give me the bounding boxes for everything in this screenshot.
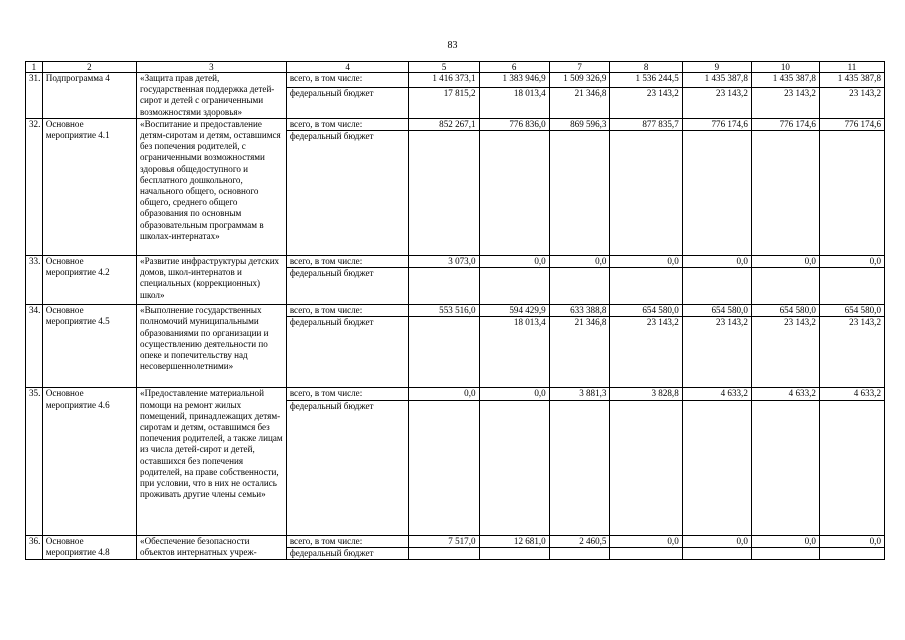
federal-value [819,400,884,535]
column-header: 1 [26,62,43,73]
total-value: 0,0 [682,535,751,547]
column-header: 9 [682,62,751,73]
row-number: 32. [26,118,43,255]
total-value: 7 517,0 [409,535,479,547]
federal-value: 23 143,2 [610,317,682,388]
total-value: 1 416 373,1 [409,73,479,88]
item-description: «Выполнение государственных полномочий муниципальными образованиями по организации и осуществлению деятельности по опеке и попечительству над несовершеннолетними» [137,305,287,388]
item-description: «Обеспечение безопасности объектов интернатных учреж- [137,535,287,559]
federal-label: федеральный бюджет [286,400,409,535]
total-label: всего, в том числе: [286,73,409,88]
total-value: 2 460,5 [549,535,610,547]
item-name: Основное мероприятие 4.8 [42,535,136,559]
page-number: 83 [447,40,458,51]
row-number: 33. [26,256,43,305]
total-value: 12 681,0 [479,535,549,547]
federal-value [682,131,751,256]
total-value: 4 633,2 [682,388,751,400]
total-value: 776 174,6 [751,118,819,130]
federal-value: 23 143,2 [751,317,819,388]
federal-label: федеральный бюджет [286,131,409,256]
total-value: 877 835,7 [610,118,682,130]
item-name: Основное мероприятие 4.1 [42,118,136,255]
column-header: 6 [479,62,549,73]
federal-value: 23 143,2 [751,87,819,118]
federal-value [549,400,610,535]
total-value: 633 388,8 [549,305,610,317]
item-description: «Воспитание и предоставление детям-сиротам и детям, оставшимся без попечения родителей, с ограниченными возможностями здоровья общедоступного и бесплатного дошкольного, начального общего, основного общего, среднего общего образования по основным образовательным программам в школах-интернатах» [137,118,287,255]
federal-value [409,400,479,535]
federal-value [549,268,610,305]
total-value: 654 580,0 [751,305,819,317]
federal-value: 23 143,2 [819,317,884,388]
item-description: «Предоставление материальной помощи на ремонт жилых помещений, принадлежащих детям-сиротам и детям, оставшимся без попечения родителей, а также лицам из числа детей-сирот и детей, оставшихся без попечения родителей, на праве собственности, при условии, что в них не остались проживать другие члены семьи» [137,388,287,535]
table-row [26,73,885,88]
table-row [26,118,885,130]
total-value: 0,0 [751,256,819,268]
federal-value [409,317,479,388]
item-description: «Защита прав детей, государственная поддержка детей-сирот и детей с ограниченными возможностями здоровья» [137,73,287,119]
column-header: 3 [137,62,287,73]
total-value: 852 267,1 [409,118,479,130]
federal-value: 21 346,8 [549,87,610,118]
federal-value [409,547,479,559]
total-value: 0,0 [751,535,819,547]
total-label: всего, в том числе: [286,118,409,130]
federal-value [751,131,819,256]
total-value: 0,0 [610,535,682,547]
federal-label: федеральный бюджет [286,547,409,559]
total-value: 654 580,0 [610,305,682,317]
column-header: 11 [819,62,884,73]
column-header: 5 [409,62,479,73]
column-header: 7 [549,62,610,73]
total-value: 776 174,6 [682,118,751,130]
total-value: 0,0 [549,256,610,268]
column-header-row [26,62,885,73]
item-name: Основное мероприятие 4.5 [42,305,136,388]
total-value: 4 633,2 [819,388,884,400]
federal-value [819,131,884,256]
total-value: 776 836,0 [479,118,549,130]
table-row [26,305,885,317]
total-value: 594 429,9 [479,305,549,317]
federal-value: 23 143,2 [819,87,884,118]
federal-value [409,268,479,305]
item-name: Основное мероприятие 4.6 [42,388,136,535]
federal-value [549,131,610,256]
total-value: 0,0 [479,256,549,268]
federal-value [751,547,819,559]
item-name: Основное мероприятие 4.2 [42,256,136,305]
federal-value [479,400,549,535]
column-header: 8 [610,62,682,73]
row-number: 31. [26,73,43,119]
federal-label: федеральный бюджет [286,268,409,305]
total-value: 1 435 387,8 [682,73,751,88]
item-name: Подпрограмма 4 [42,73,136,119]
federal-value: 18 013,4 [479,87,549,118]
total-label: всего, в том числе: [286,535,409,547]
column-header: 4 [286,62,409,73]
total-value: 1 435 387,8 [751,73,819,88]
federal-value [479,547,549,559]
federal-value [610,547,682,559]
total-value: 0,0 [819,535,884,547]
federal-value: 18 013,4 [479,317,549,388]
row-number: 35. [26,388,43,535]
table-row [26,388,885,400]
total-value: 0,0 [409,388,479,400]
total-value: 3 828,8 [610,388,682,400]
total-value: 1 509 326,9 [549,73,610,88]
total-value: 553 516,0 [409,305,479,317]
total-value: 654 580,0 [819,305,884,317]
budget-table [25,61,885,560]
item-description: «Развитие инфраструктуры детских домов, школ-интернатов и специальных (коррекционных) школ» [137,256,287,305]
table-row [26,535,885,547]
federal-value [751,400,819,535]
federal-label: федеральный бюджет [286,87,409,118]
total-value: 3 073,0 [409,256,479,268]
federal-value [479,131,549,256]
total-value: 0,0 [479,388,549,400]
total-value: 0,0 [610,256,682,268]
federal-value: 17 815,2 [409,87,479,118]
federal-label: федеральный бюджет [286,317,409,388]
total-value: 776 174,6 [819,118,884,130]
federal-value [610,400,682,535]
federal-value [751,268,819,305]
federal-value [479,268,549,305]
federal-value [610,268,682,305]
federal-value [819,268,884,305]
federal-value: 23 143,2 [610,87,682,118]
total-value: 3 881,3 [549,388,610,400]
federal-value [682,400,751,535]
row-number: 34. [26,305,43,388]
total-label: всего, в том числе: [286,256,409,268]
federal-value: 23 143,2 [682,317,751,388]
federal-value [682,268,751,305]
table-row [26,256,885,268]
total-value: 1 383 946,9 [479,73,549,88]
federal-value [409,131,479,256]
total-value: 4 633,2 [751,388,819,400]
total-label: всего, в том числе: [286,388,409,400]
federal-value: 21 346,8 [549,317,610,388]
total-label: всего, в том числе: [286,305,409,317]
total-value: 869 596,3 [549,118,610,130]
federal-value [610,131,682,256]
column-header: 10 [751,62,819,73]
total-value: 0,0 [682,256,751,268]
total-value: 0,0 [819,256,884,268]
federal-value [819,547,884,559]
federal-value [682,547,751,559]
federal-value: 23 143,2 [682,87,751,118]
total-value: 1 536 244,5 [610,73,682,88]
total-value: 654 580,0 [682,305,751,317]
row-number: 36. [26,535,43,559]
federal-value [549,547,610,559]
total-value: 1 435 387,8 [819,73,884,88]
column-header: 2 [42,62,136,73]
